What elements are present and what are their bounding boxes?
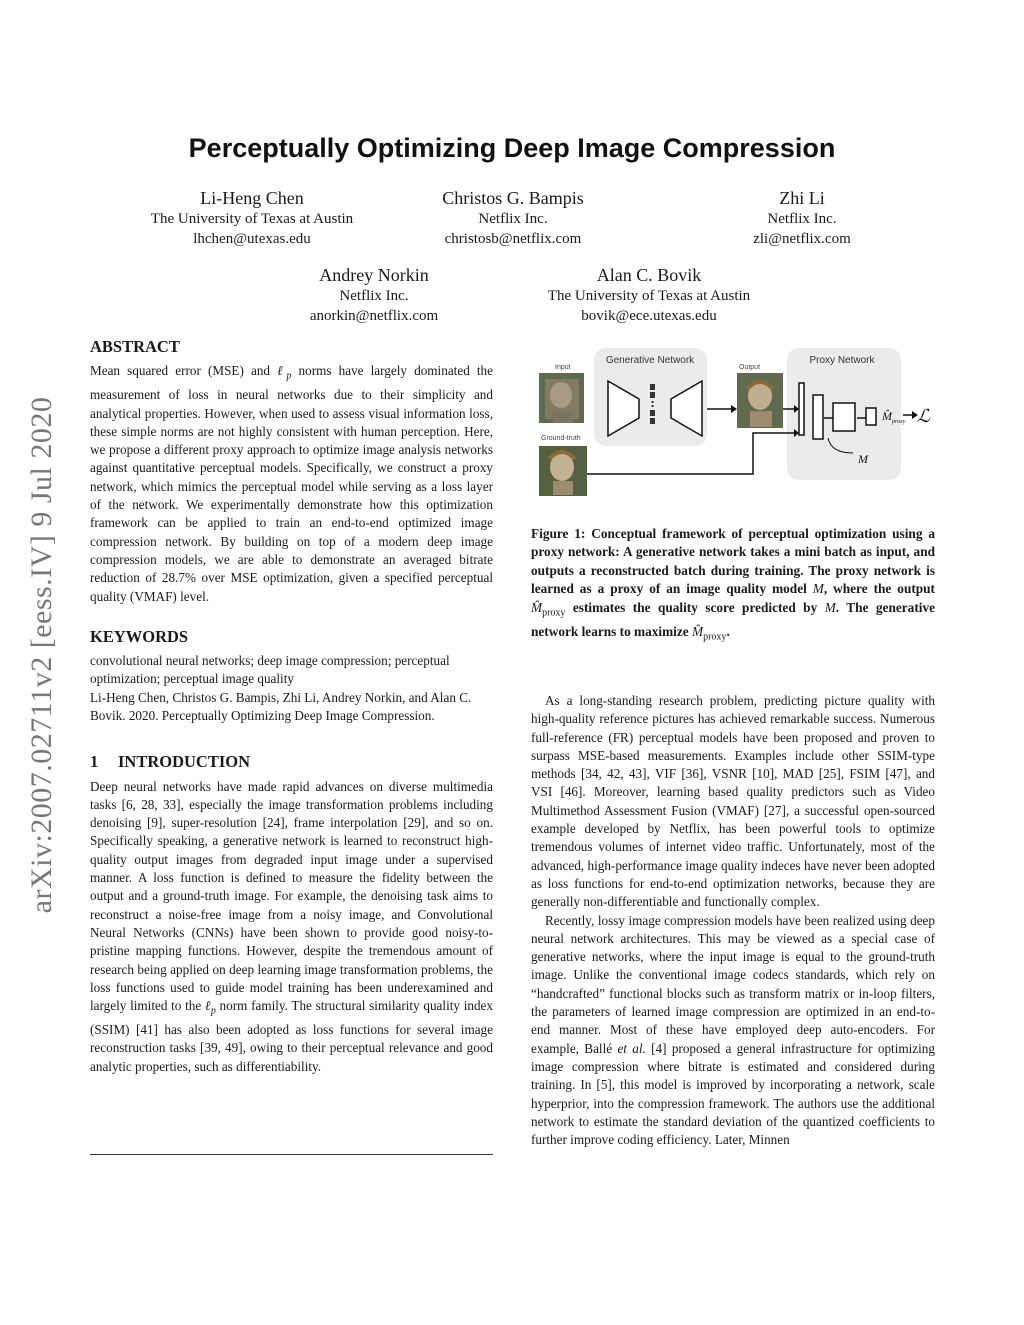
input-image — [539, 373, 584, 423]
math-l: ℓ — [277, 363, 287, 379]
author-name: Alan C. Bovik — [596, 265, 702, 285]
caption-math: proxy — [703, 631, 727, 643]
intro-paragraph-1 — [90, 778, 493, 1076]
author-affiliation: Netflix Inc. — [478, 211, 548, 227]
math-p: p — [210, 1005, 216, 1017]
intro-p1-end: norm family. The structural similarity quality index (SSIM) [41] has also been adopted as loss functions for several image reconstruction tasks [39, 49], owing to their perceptual relevance and good analytic properties, such as differentiability. — [90, 998, 493, 1074]
intro-paragraph-2: As a long-standing research problem, predicting picture quality with high-quality reference pictures has achieved remarkable success. Numerous full-reference (FR) perceptual models have been proposed and proven to surpass MSE-based measurements. Examples include other SSIM-type methods [34, 42, 43], VIF [36], VSNR [10], MAD [25], FSIM [47], and VSI [46]. Moreover, learning based quality predictors such as Video Multimethod Assessment Fusion (VMAF) [27], a successful open-sourced example developed by Netflix, has been powerful tools to optimize tremendous volumes of internet video traffic. Unfortunately, most of the advanced, high-performance image quality indeces have never been adopted as loss functions for end-to-end optimization networks, because they are generally non-differentiable and functionally complex. — [531, 693, 935, 910]
loss-symbol: ℒ — [917, 406, 930, 427]
footnote-rule — [90, 1154, 493, 1155]
et-al: et al. — [617, 1040, 646, 1056]
caption-part: . The generative network learns to maximize — [531, 599, 935, 639]
intro-p3-end: [4] proposed a general infrastructure for optimizing image compression where bitrate is estimated and considered during training. In [5], this model is improved by incorporating a network, scale hyperprior, into the compression framework. The authors use the additional network to estimate the standard deviation of the quantized coefficients to further improve coding efficiency. Later, Minnen — [531, 1040, 935, 1148]
author-name: Li-Heng Chen — [200, 188, 304, 208]
author-affiliation: Netflix Inc. — [767, 211, 837, 227]
right-column — [531, 692, 935, 1149]
proxy-layer-3 — [833, 403, 855, 431]
input-label: Input — [555, 364, 571, 371]
acm-citation: Li-Heng Chen, Christos G. Bampis, Zhi Li, Andrey Norkin, and Alan C. Bovik. 2020. Perceptually Optimizing Deep Image Compression. — [90, 689, 472, 723]
section-title: INTRODUCTION — [118, 752, 251, 772]
author-block — [112, 187, 392, 249]
ground-truth-image — [539, 446, 587, 496]
author-block — [264, 264, 484, 326]
keywords-heading: KEYWORDS — [90, 626, 189, 646]
intro-p3-start: Recently, lossy image compression models have been realized using deep neural network architectures. This may be viewed as a special case of generative networks, where the input image is equal to the ground-truth image. Unlike the conventional image codecs standards, which rely on “handcrafted” functional blocks such as transform matrix or in-loop filters, the parameters of learned image compression are optimized in an end-to-end manner. Most of these have employed deep auto-encoders. For example, Ballé — [531, 912, 935, 1056]
ground-truth-label: Ground-truth — [541, 435, 581, 442]
keywords-text: convolutional neural networks; deep image compression; perceptual optimization; perceptual image quality — [90, 653, 450, 687]
author-name: Zhi Li — [779, 188, 825, 208]
caption-part: . — [726, 623, 730, 639]
author-email[interactable]: christosb@netflix.com — [444, 231, 582, 247]
abstract-text — [90, 362, 493, 606]
output-image — [737, 373, 783, 428]
intro-paragraph-3 — [531, 912, 935, 1150]
caption-math: M̂ — [692, 623, 704, 639]
paper-title: Perceptually Optimizing Deep Image Compression — [188, 133, 836, 163]
proxy-layer-4 — [866, 408, 876, 425]
caption-math: M — [812, 581, 824, 597]
author-email[interactable]: bovik@ece.utexas.edu — [581, 308, 717, 324]
m-symbol: M — [858, 452, 868, 466]
caption-part: , where the output — [823, 581, 935, 597]
generative-network-label: Generative Network — [605, 355, 695, 366]
figure-1-diagram — [531, 343, 935, 503]
proxy-layer-1 — [799, 383, 804, 435]
proxy-layer-2 — [813, 395, 823, 439]
author-block — [509, 264, 789, 326]
author-affiliation: The University of Texas at Austin — [150, 211, 354, 227]
left-column — [90, 338, 493, 1076]
introduction-heading — [90, 753, 493, 771]
math-p: p — [286, 370, 292, 382]
author-name: Andrey Norkin — [319, 265, 429, 285]
author-affiliation: Netflix Inc. — [339, 288, 409, 304]
intro-p1-start: Deep neural networks have made rapid advances on diverse multimedia tasks [6, 28, 33], especially the image transformation problems including denoising [9], super-resolution [24], frame interpolation [29], and so on. Specifically speaking, a generative network is learned to reconstruct high-quality output images from degraded input image under a supervised manner. A loss function is defined to measure the fidelity between the output and a ground-truth image. For example, the denoising task aims to reconstruct a noise-free image from a noisy image, and Convolutional Neural Networks (CNNs) have been shown to provide good noisy-to-pristine mapping functions. However, despite the tremendous amount of research being applied on deep learning image transformation problems, the loss functions used to guide model training has been underexamined and largely limited to the — [90, 778, 493, 1014]
abstract-heading: ABSTRACT — [90, 337, 180, 356]
section-number: 1 — [90, 752, 99, 772]
proxy-network-label: Proxy Network — [809, 355, 875, 366]
caption-math: proxy — [542, 607, 566, 619]
author-email[interactable]: anorkin@netflix.com — [309, 308, 439, 324]
figure-caption — [531, 525, 935, 647]
caption-math: M — [824, 599, 836, 615]
caption-part: Figure 1: Conceptual framework of perceptual optimization using a proxy network: A generative network takes a mini batch as input, and outputs a reconstructed batch during training. The proxy network is learned as a proxy of an image quality model — [531, 526, 935, 597]
arxiv-identifier: arXiv:2007.02711v2 [eess.IV] 9 Jul 2020 — [25, 396, 58, 914]
author-affiliation: The University of Texas at Austin — [547, 288, 751, 304]
abstract-text-start: Mean squared error (MSE) and — [90, 363, 278, 379]
author-block — [687, 187, 917, 249]
author-email[interactable]: zli@netflix.com — [753, 231, 851, 247]
caption-part: estimates the quality score predicted by — [565, 599, 825, 615]
abstract-text-end: norms have largely dominated the measurement of loss in neural networks due to their simplicity and analytical properties. However, when used to assess visual information loss, these simple norms are not highly consistent with human perception. Here, we propose a different proxy approach to optimize image analysis networks against quantitative perceptual models. Specifically, we construct a proxy network, which mimics the perceptual model while serving as a loss layer of the network. We experimentally demonstrate how this optimization framework can be applied to train an end-to-end optimized image compression network. By building on top of a modern deep image compression models, we are able to demonstrate an averaged bitrate reduction of 28.7% over MSE optimization, given a specified perceptual quality (VMAF) level. — [90, 363, 494, 604]
output-label: Output — [739, 364, 761, 371]
caption-math: M̂ — [531, 599, 543, 615]
author-email[interactable]: lhchen@utexas.edu — [193, 231, 311, 247]
author-block — [393, 187, 633, 249]
math-l: ℓ — [204, 998, 211, 1014]
m-hat-symbol: $M̂_{proxy}$ — [882, 409, 906, 425]
author-name: Christos G. Bampis — [442, 188, 584, 208]
